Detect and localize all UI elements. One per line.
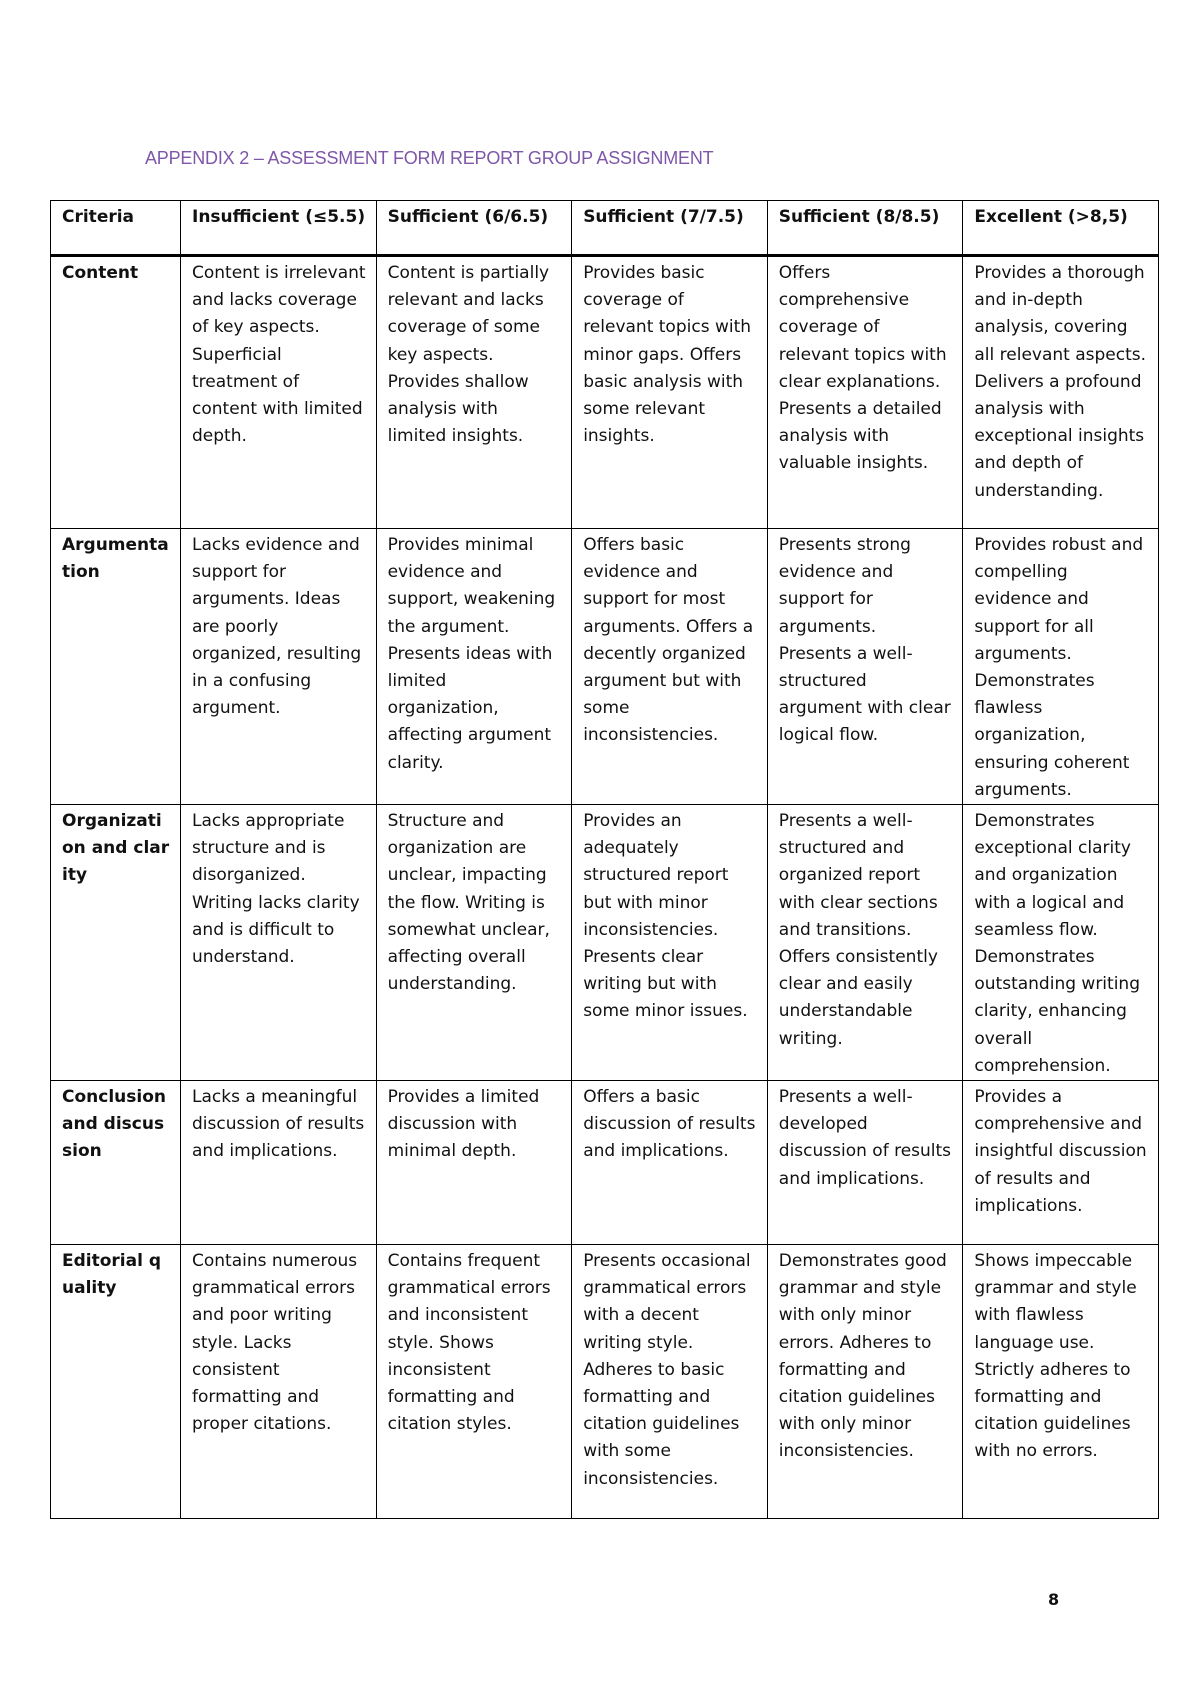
header-row — [51, 201, 1159, 256]
header-excellent: Excellent (>8,5) — [963, 201, 1159, 256]
rubric-cell: Offers comprehensive coverage of relevant topics with clear explanations. Presents a detailed analysis with valuable insights. — [767, 256, 963, 529]
rubric-header — [51, 201, 1159, 256]
rubric-cell: Offers basic evidence and support for most arguments. Offers a decently organized argument but with some inconsistencies. — [572, 529, 768, 805]
rubric-cell: Content is irrelevant and lacks coverage of key aspects. Superficial treatment of content with limited depth. — [181, 256, 377, 529]
rubric-cell: Provides an adequately structured report but with minor inconsistencies. Presents clear writing but with some minor issues. — [572, 805, 768, 1081]
rubric-cell: Demonstrates exceptional clarity and organization with a logical and seamless flow. Demonstrates outstanding writing clarity, enhancing overall comprehension. — [963, 805, 1159, 1081]
rubric-cell: Provides a thorough and in-depth analysis, covering all relevant aspects. Delivers a profound analysis with exceptional insights and depth of understanding. — [963, 256, 1159, 529]
rubric-cell: Provides a comprehensive and insightful discussion of results and implications. — [963, 1081, 1159, 1245]
criterion-label: Content — [51, 256, 181, 529]
rubric-cell: Content is partially relevant and lacks coverage of some key aspects. Provides shallow analysis with limited insights. — [376, 256, 572, 529]
assessment-rubric-table — [50, 200, 1159, 1519]
rubric-cell: Presents strong evidence and support for arguments. Presents a well-structured argument with clear logical flow. — [767, 529, 963, 805]
rubric-cell: Shows impeccable grammar and style with flawless language use. Strictly adheres to formatting and citation guidelines with no errors. — [963, 1245, 1159, 1519]
rubric-cell: Lacks evidence and support for arguments. Ideas are poorly organized, resulting in a confusing argument. — [181, 529, 377, 805]
rubric-cell: Presents a well-structured and organized report with clear sections and transitions. Offers consistently clear and easily understandable writing. — [767, 805, 963, 1081]
rubric-cell: Provides basic coverage of relevant topics with minor gaps. Offers basic analysis with some relevant insights. — [572, 256, 768, 529]
table-row — [51, 256, 1159, 529]
header-sufficient-7: Sufficient (7/7.5) — [572, 201, 768, 256]
rubric-body — [51, 256, 1159, 1519]
rubric-cell: Lacks a meaningful discussion of results and implications. — [181, 1081, 377, 1245]
rubric-cell: Provides minimal evidence and support, weakening the argument. Presents ideas with limited organization, affecting argument clarity. — [376, 529, 572, 805]
rubric-cell: Contains frequent grammatical errors and inconsistent style. Shows inconsistent formatting and citation styles. — [376, 1245, 572, 1519]
table-row — [51, 529, 1159, 805]
rubric-cell: Lacks appropriate structure and is disorganized. Writing lacks clarity and is difficult to understand. — [181, 805, 377, 1081]
rubric-cell: Demonstrates good grammar and style with only minor errors. Adheres to formatting and citation guidelines with only minor inconsistencies. — [767, 1245, 963, 1519]
criterion-label: Editorial quality — [51, 1245, 181, 1519]
header-insufficient: Insufficient (≤5.5) — [181, 201, 377, 256]
page-number: 8 — [1048, 1590, 1060, 1609]
rubric-cell: Provides a limited discussion with minimal depth. — [376, 1081, 572, 1245]
rubric-cell: Provides robust and compelling evidence and support for all arguments. Demonstrates flawless organization, ensuring coherent arguments. — [963, 529, 1159, 805]
table-row — [51, 805, 1159, 1081]
rubric-cell: Offers a basic discussion of results and implications. — [572, 1081, 768, 1245]
rubric-cell: Presents occasional grammatical errors with a decent writing style. Adheres to basic formatting and citation guidelines with some inconsistencies. — [572, 1245, 768, 1519]
header-criteria: Criteria — [51, 201, 181, 256]
header-sufficient-6: Sufficient (6/6.5) — [376, 201, 572, 256]
criterion-label: Argumentation — [51, 529, 181, 805]
rubric-cell: Structure and organization are unclear, impacting the flow. Writing is somewhat unclear, affecting overall understanding. — [376, 805, 572, 1081]
table-row — [51, 1081, 1159, 1245]
table-row — [51, 1245, 1159, 1519]
rubric-cell: Presents a well-developed discussion of results and implications. — [767, 1081, 963, 1245]
rubric-cell: Contains numerous grammatical errors and poor writing style. Lacks consistent formatting and proper citations. — [181, 1245, 377, 1519]
criterion-label: Organization and clarity — [51, 805, 181, 1081]
criterion-label: Conclusion and discussion — [51, 1081, 181, 1245]
appendix-heading: APPENDIX 2 – ASSESSMENT FORM REPORT GROUP ASSIGNMENT — [145, 148, 714, 168]
header-sufficient-8: Sufficient (8/8.5) — [767, 201, 963, 256]
